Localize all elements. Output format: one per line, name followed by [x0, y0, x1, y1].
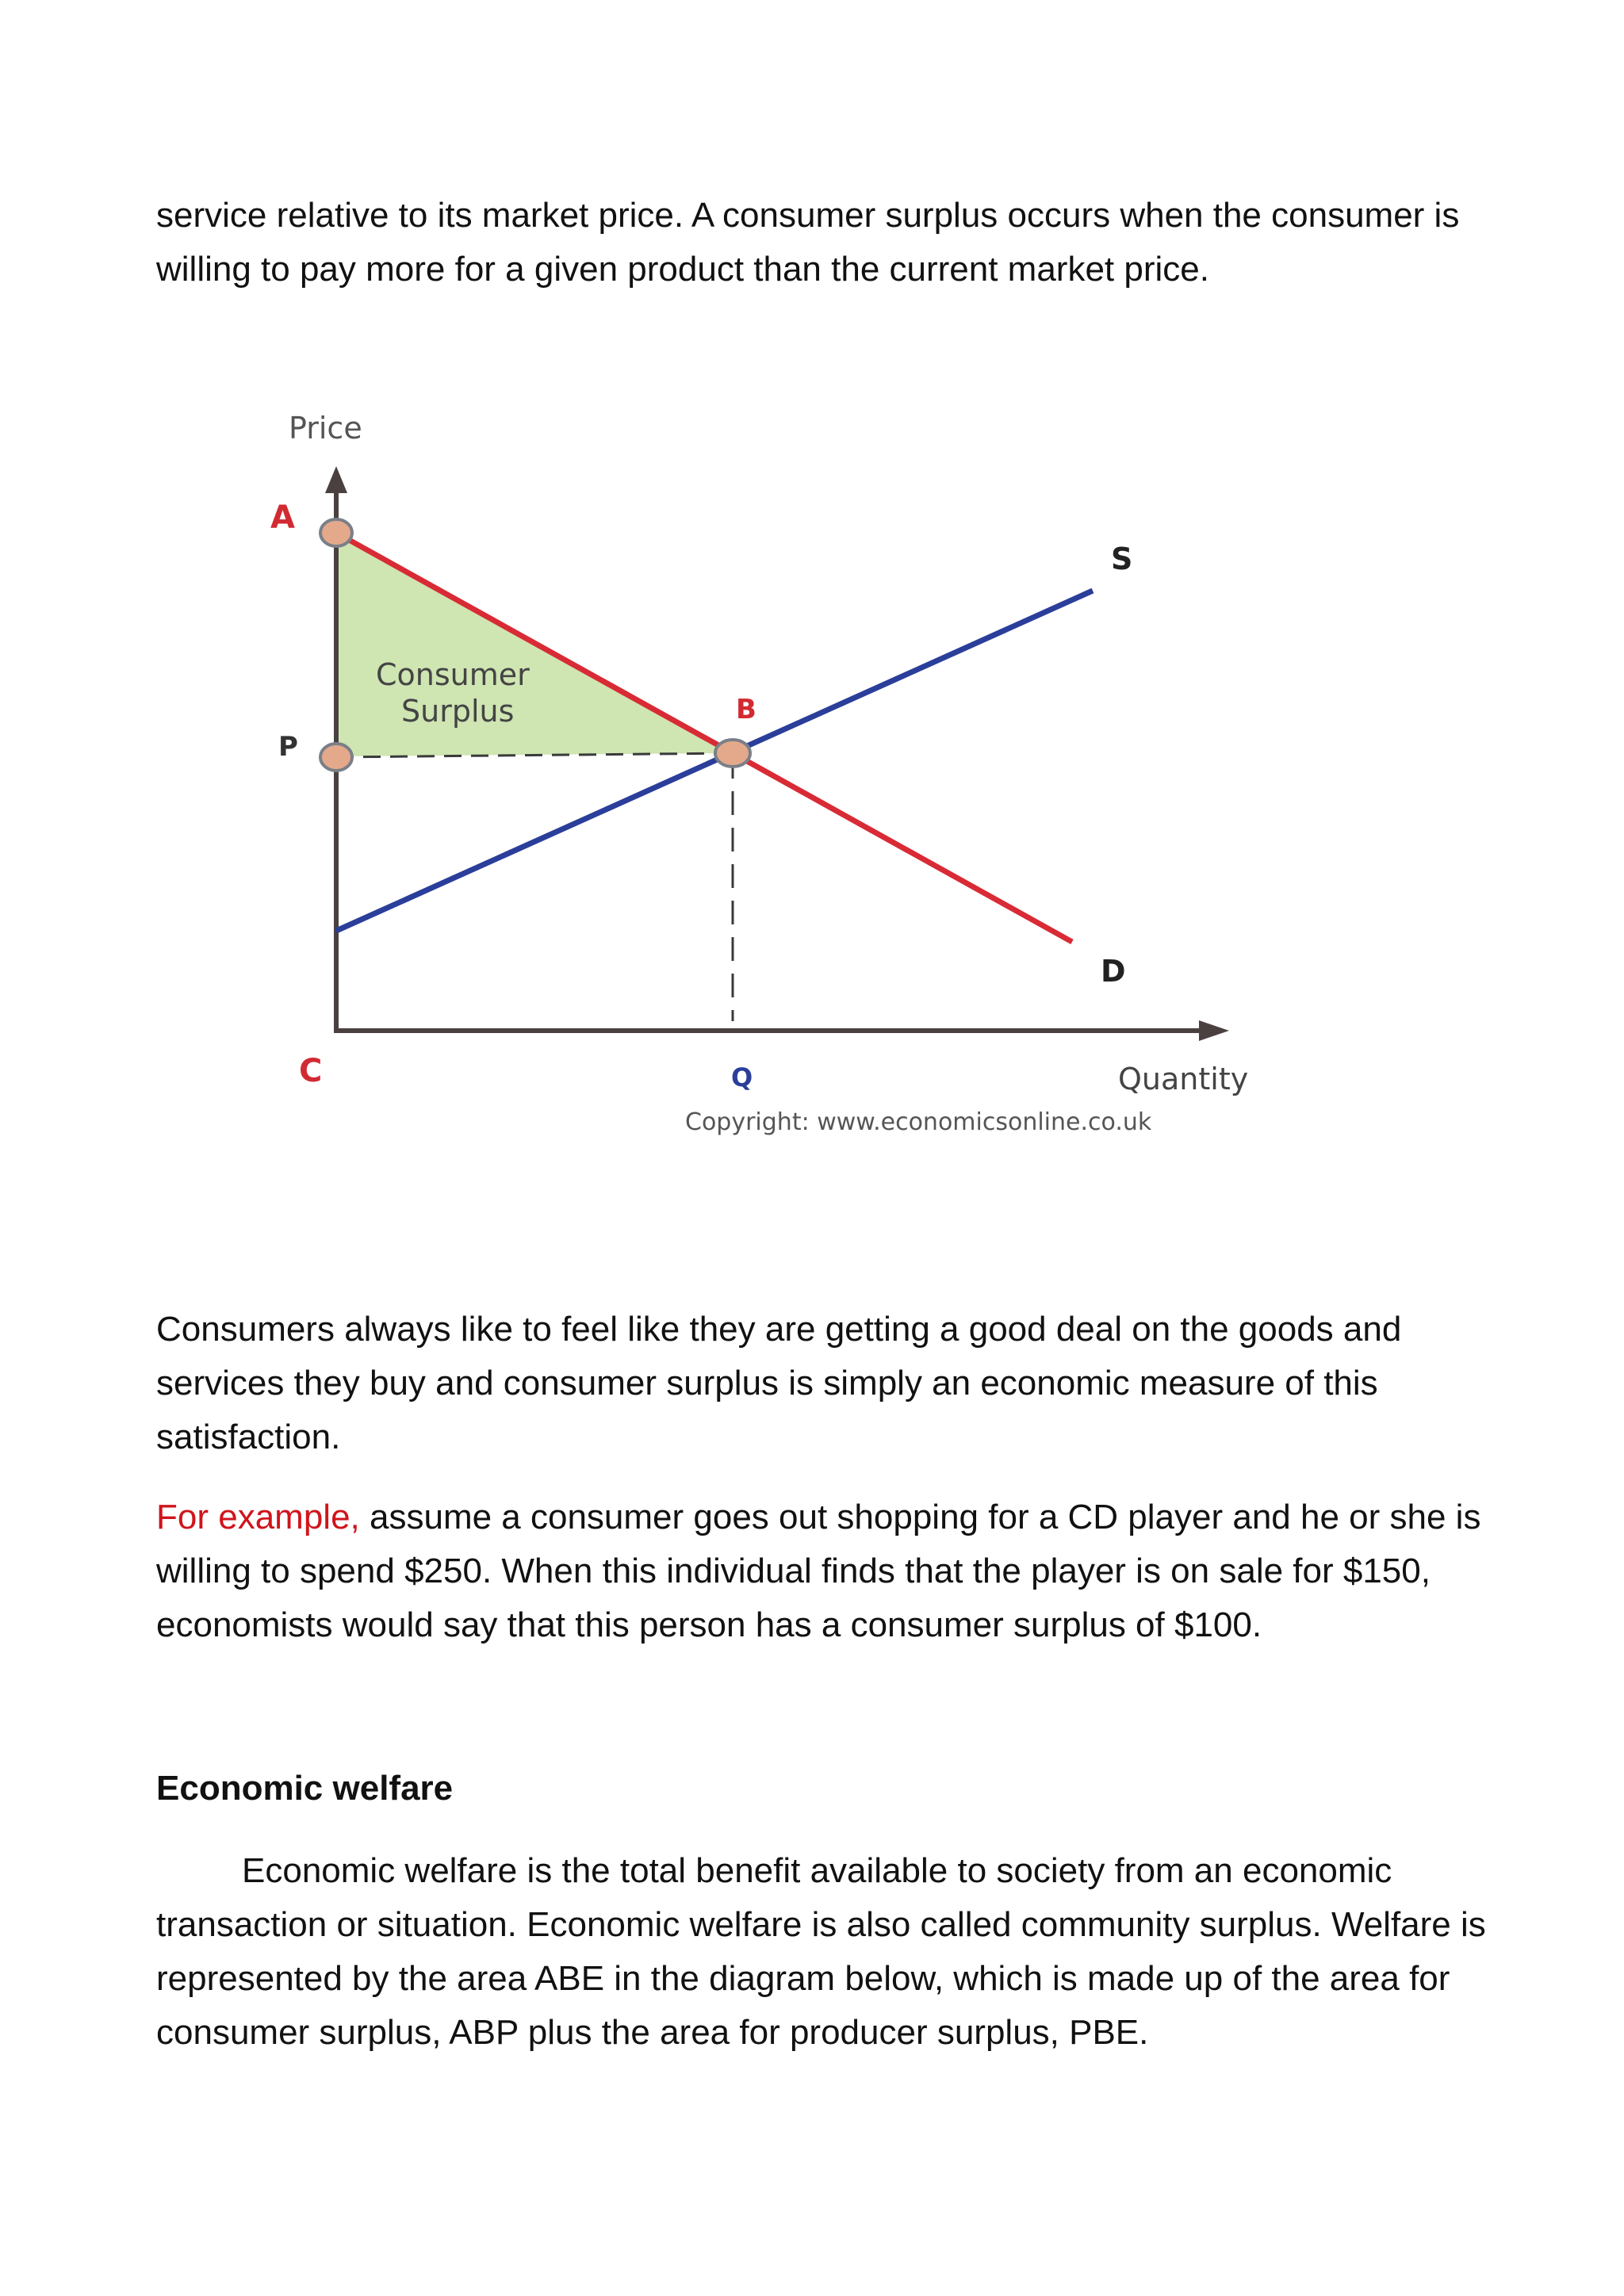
area-label-consumer: Consumer: [376, 657, 530, 692]
y-axis-arrow: [325, 466, 347, 493]
x-axis-arrow: [1199, 1020, 1229, 1041]
area-label-surplus: Surplus: [401, 694, 515, 729]
point-c-label: C: [299, 1053, 323, 1089]
point-p-label: P: [278, 731, 298, 763]
y-axis-label: Price: [289, 411, 362, 446]
point-b-label: B: [736, 694, 756, 725]
welfare-paragraph: Economic welfare is the total benefit available to society from an economic transaction or situation. Economic welfare is also called community surplus. Welfare is represented by the area ABE in the diagram below, which is made up of the area for consumer surplus, ABP plus the area for producer surplus, PBE.: [156, 1851, 1486, 2052]
point-a-marker: [320, 519, 352, 546]
point-a-label: A: [270, 499, 295, 536]
x-axis-label: Quantity: [1118, 1062, 1249, 1096]
example-paragraph: [156, 1490, 1488, 1652]
point-b-marker: [715, 740, 750, 767]
supply-label: S: [1111, 541, 1133, 576]
point-p-marker: [320, 744, 352, 771]
example-body: assume a consumer goes out shopping for a CD player and he or she is willing to spend $250. When this individual finds that the player is on sale for $150, economists would say that this person has a consumer surplus of $100.: [156, 1498, 1481, 1644]
point-q-label: Q: [731, 1062, 753, 1093]
satisfaction-paragraph: Consumers always like to feel like they are getting a good deal on the goods and services they buy and consumer surplus is simply an economic measure of this satisfaction.: [156, 1310, 1402, 1456]
copyright-text: Copyright: www.economicsonline.co.uk: [685, 1108, 1152, 1136]
demand-label: D: [1101, 954, 1126, 989]
example-lead: For example,: [156, 1498, 360, 1536]
section-heading-welfare: Economic welfare: [156, 1769, 454, 1808]
intro-paragraph: service relative to its market price. A consumer surplus occurs when the consumer is willing to pay more for a given product than the current market price.: [156, 196, 1460, 289]
